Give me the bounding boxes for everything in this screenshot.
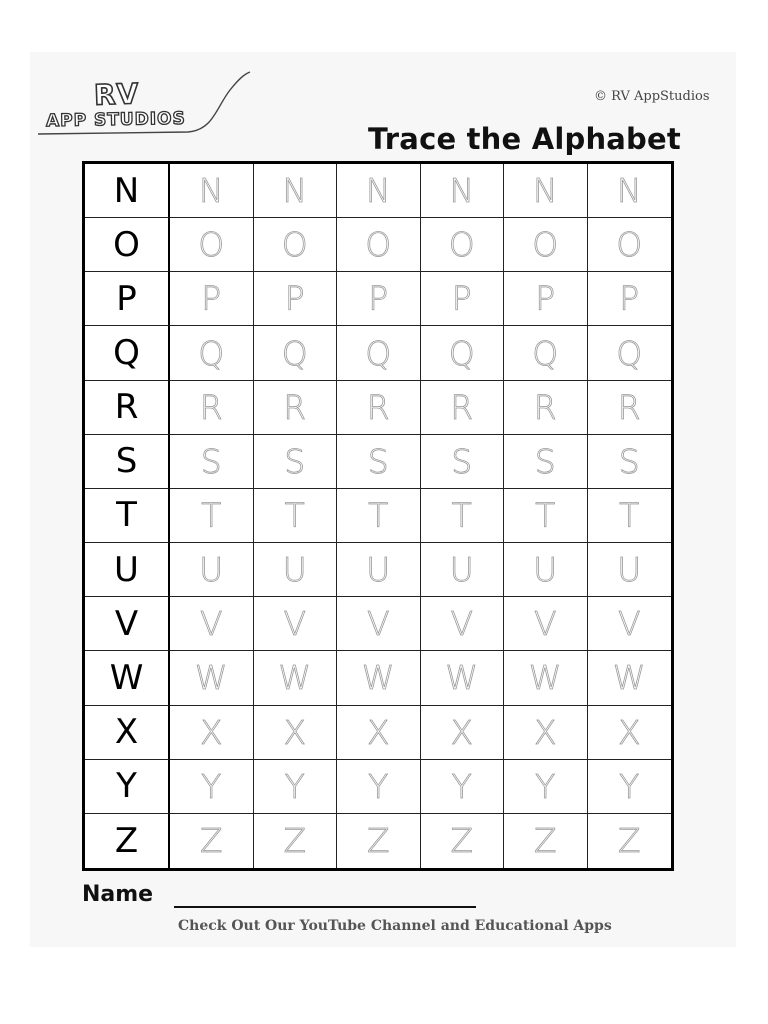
model-letter-z: Z [85, 814, 170, 868]
trace-letter-v[interactable]: V [588, 597, 672, 651]
trace-letter-n[interactable]: N [170, 164, 254, 218]
trace-letter-u[interactable]: U [337, 543, 421, 597]
trace-letter-n[interactable]: N [254, 164, 338, 218]
trace-letter-r[interactable]: R [254, 381, 338, 435]
trace-letter-v[interactable]: V [254, 597, 338, 651]
trace-letter-p[interactable]: P [504, 272, 588, 326]
trace-letter-n[interactable]: N [337, 164, 421, 218]
model-letter-t: T [85, 489, 170, 543]
model-letter-s: S [85, 435, 170, 489]
trace-letter-v[interactable]: V [421, 597, 505, 651]
trace-letter-w[interactable]: W [588, 651, 672, 705]
logo-rv-text: RV [93, 77, 140, 112]
trace-letter-n[interactable]: N [421, 164, 505, 218]
trace-letter-v[interactable]: V [170, 597, 254, 651]
trace-letter-w[interactable]: W [254, 651, 338, 705]
trace-letter-q[interactable]: Q [254, 326, 338, 380]
trace-letter-n[interactable]: N [588, 164, 672, 218]
rv-app-studios-logo [38, 68, 258, 138]
trace-letter-s[interactable]: S [588, 435, 672, 489]
trace-letter-p[interactable]: P [588, 272, 672, 326]
model-letter-p: P [85, 272, 170, 326]
page-title: Trace the Alphabet [368, 122, 681, 156]
trace-letter-x[interactable]: X [337, 706, 421, 760]
trace-letter-x[interactable]: X [504, 706, 588, 760]
trace-letter-u[interactable]: U [421, 543, 505, 597]
tracing-grid [82, 161, 674, 871]
model-letter-y: Y [85, 760, 170, 814]
trace-letter-r[interactable]: R [421, 381, 505, 435]
copyright-notice: © RV AppStudios [594, 89, 710, 104]
trace-letter-t[interactable]: T [170, 489, 254, 543]
trace-letter-y[interactable]: Y [588, 760, 672, 814]
trace-letter-r[interactable]: R [588, 381, 672, 435]
trace-letter-w[interactable]: W [170, 651, 254, 705]
trace-letter-r[interactable]: R [504, 381, 588, 435]
name-label: Name [82, 882, 154, 907]
model-letter-u: U [85, 543, 170, 597]
trace-letter-y[interactable]: Y [254, 760, 338, 814]
trace-letter-q[interactable]: Q [170, 326, 254, 380]
trace-letter-p[interactable]: P [337, 272, 421, 326]
trace-letter-x[interactable]: X [254, 706, 338, 760]
trace-letter-o[interactable]: O [504, 218, 588, 272]
trace-letter-v[interactable]: V [337, 597, 421, 651]
trace-letter-p[interactable]: P [254, 272, 338, 326]
trace-letter-x[interactable]: X [170, 706, 254, 760]
trace-letter-z[interactable]: Z [421, 814, 505, 868]
trace-letter-o[interactable]: O [421, 218, 505, 272]
trace-letter-p[interactable]: P [170, 272, 254, 326]
trace-letter-t[interactable]: T [504, 489, 588, 543]
model-letter-r: R [85, 381, 170, 435]
name-write-line[interactable] [174, 906, 476, 908]
trace-letter-z[interactable]: Z [254, 814, 338, 868]
trace-letter-z[interactable]: Z [617, 821, 641, 861]
trace-letter-z[interactable]: Z [170, 814, 254, 868]
trace-letter-s[interactable]: S [421, 435, 505, 489]
trace-letter-q[interactable]: Q [337, 326, 421, 380]
trace-letter-s[interactable]: S [504, 435, 588, 489]
logo-app-studios-text: APP STUDIOS [45, 108, 186, 132]
trace-letter-u[interactable]: U [170, 543, 254, 597]
trace-letter-o[interactable]: O [170, 218, 254, 272]
trace-letter-o[interactable]: O [337, 218, 421, 272]
trace-letter-w[interactable]: W [421, 651, 505, 705]
trace-letter-y[interactable]: Y [421, 760, 505, 814]
trace-letter-y[interactable]: Y [170, 760, 254, 814]
trace-letter-z[interactable]: Z [504, 814, 588, 868]
trace-letter-n[interactable]: N [504, 164, 588, 218]
trace-letter-t[interactable]: T [254, 489, 338, 543]
model-letter-q: Q [85, 326, 170, 380]
trace-letter-y[interactable]: Y [337, 760, 421, 814]
trace-letter-r[interactable]: R [170, 381, 254, 435]
trace-letter-q[interactable]: Q [421, 326, 505, 380]
trace-letter-t[interactable]: T [421, 489, 505, 543]
trace-letter-s[interactable]: S [170, 435, 254, 489]
trace-letter-u[interactable]: U [504, 543, 588, 597]
trace-letter-o[interactable]: O [588, 218, 672, 272]
trace-letter-p[interactable]: P [421, 272, 505, 326]
trace-letter-o[interactable]: O [254, 218, 338, 272]
trace-letter-t[interactable]: T [588, 489, 672, 543]
trace-letter-s[interactable]: S [337, 435, 421, 489]
model-letter-n: N [85, 164, 170, 218]
trace-letter-w[interactable]: W [337, 651, 421, 705]
footer-promo-text: Check Out Our YouTube Channel and Educational Apps [178, 918, 612, 934]
trace-letter-v[interactable]: V [504, 597, 588, 651]
model-letter-o: O [85, 218, 170, 272]
model-letter-w: W [85, 651, 170, 705]
trace-letter-w[interactable]: W [504, 651, 588, 705]
trace-letter-x[interactable]: X [588, 706, 672, 760]
model-letter-x: X [85, 706, 170, 760]
trace-letter-q[interactable]: Q [588, 326, 672, 380]
trace-letter-q[interactable]: Q [504, 326, 588, 380]
trace-letter-y[interactable]: Y [504, 760, 588, 814]
trace-letter-u[interactable]: U [588, 543, 672, 597]
trace-letter-z[interactable]: Z [337, 814, 421, 868]
model-letter-v: V [85, 597, 170, 651]
trace-letter-u[interactable]: U [254, 543, 338, 597]
trace-letter-x[interactable]: X [421, 706, 505, 760]
trace-letter-r[interactable]: R [337, 381, 421, 435]
trace-letter-s[interactable]: S [254, 435, 338, 489]
trace-letter-t[interactable]: T [337, 489, 421, 543]
